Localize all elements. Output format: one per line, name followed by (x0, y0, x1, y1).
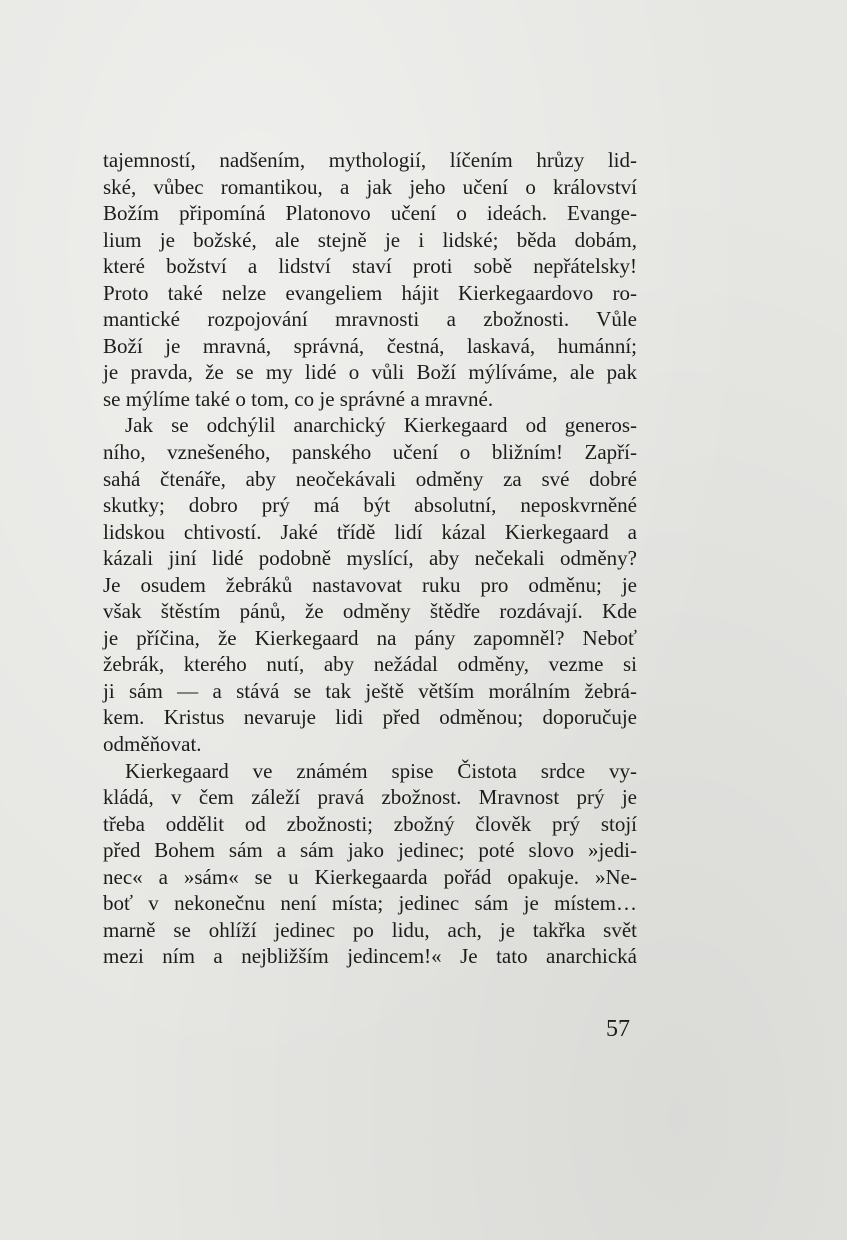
text-line: Božím připomíná Platonovo učení o ideách. Evange‐ (103, 201, 637, 226)
text-line: však štěstím pánů, že odměny štědře rozdávají. Kde (103, 599, 637, 624)
text-line: nec« a »sám« se u Kierkegaarda pořád opakuje. »Ne‐ (103, 864, 637, 889)
text-line: marně se ohlíží jedinec po lidu, ach, je takřka svět (103, 917, 637, 942)
text-line: kládá, v čem záleží pravá zbožnost. Mravnost prý je (103, 785, 637, 810)
text-line: ního, vznešeného, panského učení o bližním! Zapří‐ (103, 440, 637, 465)
text-line: mantické rozpojování mravnosti a zbožnosti. Vůle (103, 307, 637, 332)
text-line: kem. Kristus nevaruje lidi před odměnou; doporučuje (103, 705, 637, 730)
page-number: 57 (606, 1016, 630, 1042)
text-line: Boží je mravná, správná, čestná, laskavá, humánní; (103, 333, 637, 358)
text-line: lidskou chtivostí. Jaké třídě lidí kázal Kierkegaard a (103, 519, 637, 544)
body-text (103, 147, 637, 970)
text-line: ji sám — a stává se tak ještě větším morálním žebrá‐ (103, 678, 637, 703)
text-line: tajemností, nadšením, mythologií, líčením hrůzy lid‐ (103, 148, 637, 172)
text-line: před Bohem sám a sám jako jedinec; poté slovo »jedi‐ (103, 838, 637, 863)
text-line: žebrák, kterého nutí, aby nežádal odměny, vezme si (103, 652, 637, 677)
text-line: Je osudem žebráků nastavovat ruku pro odměnu; je (103, 572, 637, 597)
text-line: boť v nekonečnu není místa; jedinec sám je místem… (103, 891, 637, 916)
paragraph-3 (103, 758, 637, 970)
text-line: mezi ním a nejbližším jedincem!« Je tato anarchická (103, 944, 637, 969)
text-line: je pravda, že se my lidé o vůli Boží mýlíváme, ale pak (103, 360, 637, 385)
text-line: třeba oddělit od zbožnosti; zbožný člověk prý stojí (103, 811, 637, 836)
text-line: se mýlíme také o tom, co je správné a mravné. (103, 386, 494, 411)
text-line: je příčina, že Kierkegaard na pány zapomněl? Neboť (103, 625, 637, 650)
text-line: sahá čtenáře, aby neočekávali odměny za své dobré (103, 466, 637, 491)
text-line: lium je božské, ale stejně je i lidské; běda dobám, (103, 227, 637, 252)
text-line: skutky; dobro prý má být absolutní, neposkvrněné (103, 493, 637, 518)
text-line: Jak se odchýlil anarchický Kierkegaard od generos‐ (125, 413, 637, 438)
text-line: Proto také nelze evangeliem hájit Kierkegaardovo ro‐ (103, 280, 637, 305)
text-line: Kierkegaard ve známém spise Čistota srdce vy‐ (125, 758, 637, 783)
paragraph-2 (103, 412, 637, 757)
text-line: kázali jiní lidé podobně myslící, aby nečekali odměny? (103, 546, 637, 571)
text-line: ské, vůbec romantikou, a jak jeho učení o království (103, 174, 637, 199)
paragraph-1 (103, 147, 637, 412)
text-line: odměňovat. (103, 732, 202, 757)
text-line: které božství a lidství staví proti sobě nepřátelsky! (103, 254, 637, 279)
